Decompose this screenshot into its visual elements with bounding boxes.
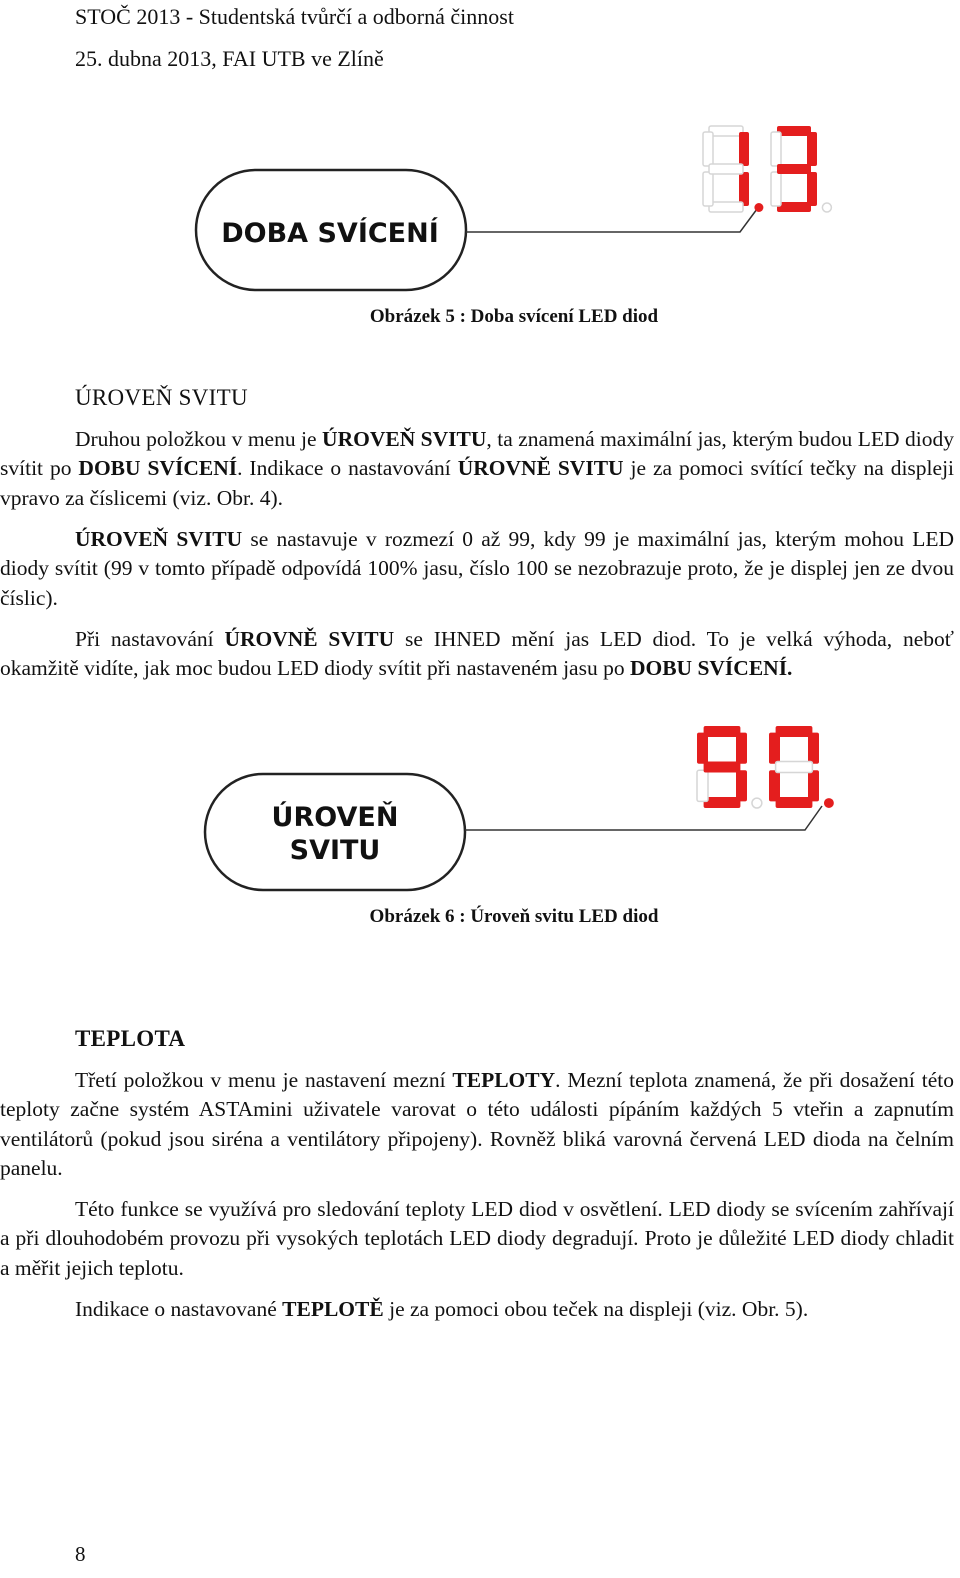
led-dot — [754, 203, 763, 212]
figure5-caption: Obrázek 5 : Doba svícení LED diod — [369, 306, 659, 327]
led-segment — [739, 172, 749, 206]
led-segment — [808, 733, 819, 764]
led-segment — [739, 132, 749, 166]
paragraph: Indikace o nastavované TEPLOTĚ je za pomoci obou teček na displeji (viz. Obr. 5). — [75, 1297, 809, 1321]
led-segment — [769, 733, 780, 764]
led-segment — [709, 126, 743, 136]
paragraph: ÚROVEŇ SVITU se nastavuje v rozmezí 0 až 99, kdy 99 je maximální jas, kterým mohou LED diody svítit (99 v tomto případě odpovídá 100% jasu, číslo 100 se nezobrazuje proto, že je displej jen ze dvou číslic). — [0, 527, 954, 610]
led-segment — [704, 762, 741, 773]
led-segment — [777, 164, 811, 174]
led-segment — [703, 132, 713, 166]
paragraph: Při nastavování ÚROVNĚ SVITU se IHNED mění jas LED diod. To je velká výhoda, neboť okamžitě vidíte, jak moc budou LED diody svítit při nastaveném jasu po DOBU SVÍCENÍ. — [0, 627, 954, 681]
led-segment — [807, 172, 817, 206]
led-segment — [703, 172, 713, 206]
led-segment — [704, 726, 741, 737]
led-display-90 — [697, 726, 834, 808]
led-segment — [736, 770, 747, 801]
led-segment — [697, 770, 708, 801]
paragraph: Druhou položkou v menu je ÚROVEŇ SVITU, ta znamená maximální jas, kterým budou LED diody svítit po DOBU SVÍCENÍ. Indikace o nastavování ÚROVNĚ SVITU je za pomoci svítící tečky na displeji vpravo za číslicemi (viz. Obr. 4). — [0, 427, 955, 510]
led-segment — [771, 132, 781, 166]
page-number: 8 — [75, 1542, 86, 1566]
paragraph: Třetí položkou v menu je nastavení mezní TEPLOTY. Mezní teplota znamená, že při dosažení této teploty začne systém ASTAmini uživatele varovat o této události pípáním každých 5 vteřin a zapnutím ventilátorů (pokud jsou siréna a ventilátory připojeny). Rovněž bliká varovná červená LED dioda na čelním panelu. — [0, 1068, 954, 1180]
menu-label-uroven: ÚROVEŇ — [271, 802, 399, 833]
led-segment — [807, 132, 817, 166]
led-segment — [776, 797, 813, 808]
led-display-1-3 — [703, 126, 831, 212]
section-heading-teplota: TEPLOTA — [75, 1026, 186, 1051]
led-segment — [697, 733, 708, 764]
section-heading-uroven-svitu: ÚROVEŇ SVITU — [75, 385, 248, 410]
led-dot — [752, 798, 762, 808]
menu-label-svitu: SVITU — [289, 835, 381, 866]
led-segment — [771, 172, 781, 206]
led-segment — [704, 797, 741, 808]
led-dot — [824, 798, 834, 808]
header-title: STOČ 2013 - Studentská tvůrčí a odborná činnost — [75, 4, 514, 29]
led-segment — [777, 202, 811, 212]
led-segment — [808, 770, 819, 801]
paragraph: Této funkce se využívá pro sledování teploty LED diod v osvětlení. LED diody se svícením zahřívají a při dlouhodobém provozu při vysokých teplotách LED diody degradují. Proto je důležité LED diody chladit a měřit jejich teplotu. — [0, 1197, 954, 1280]
figure-uroven-svitu — [0, 700, 960, 910]
leader-line — [465, 806, 822, 830]
led-segment — [736, 733, 747, 764]
figure6-caption: Obrázek 6 : Úroveň svitu LED diod — [369, 906, 659, 927]
led-segment — [769, 770, 780, 801]
led-dot — [822, 203, 831, 212]
led-segment — [777, 126, 811, 136]
led-segment — [776, 762, 813, 773]
menu-label-doba-sviceni: DOBA SVÍCENÍ — [221, 218, 439, 249]
led-segment — [709, 164, 743, 174]
header-date: 25. dubna 2013, FAI UTB ve Zlíně — [75, 46, 384, 71]
led-segment — [709, 202, 743, 212]
figure-doba-sviceni — [0, 0, 960, 300]
led-segment — [776, 726, 813, 737]
